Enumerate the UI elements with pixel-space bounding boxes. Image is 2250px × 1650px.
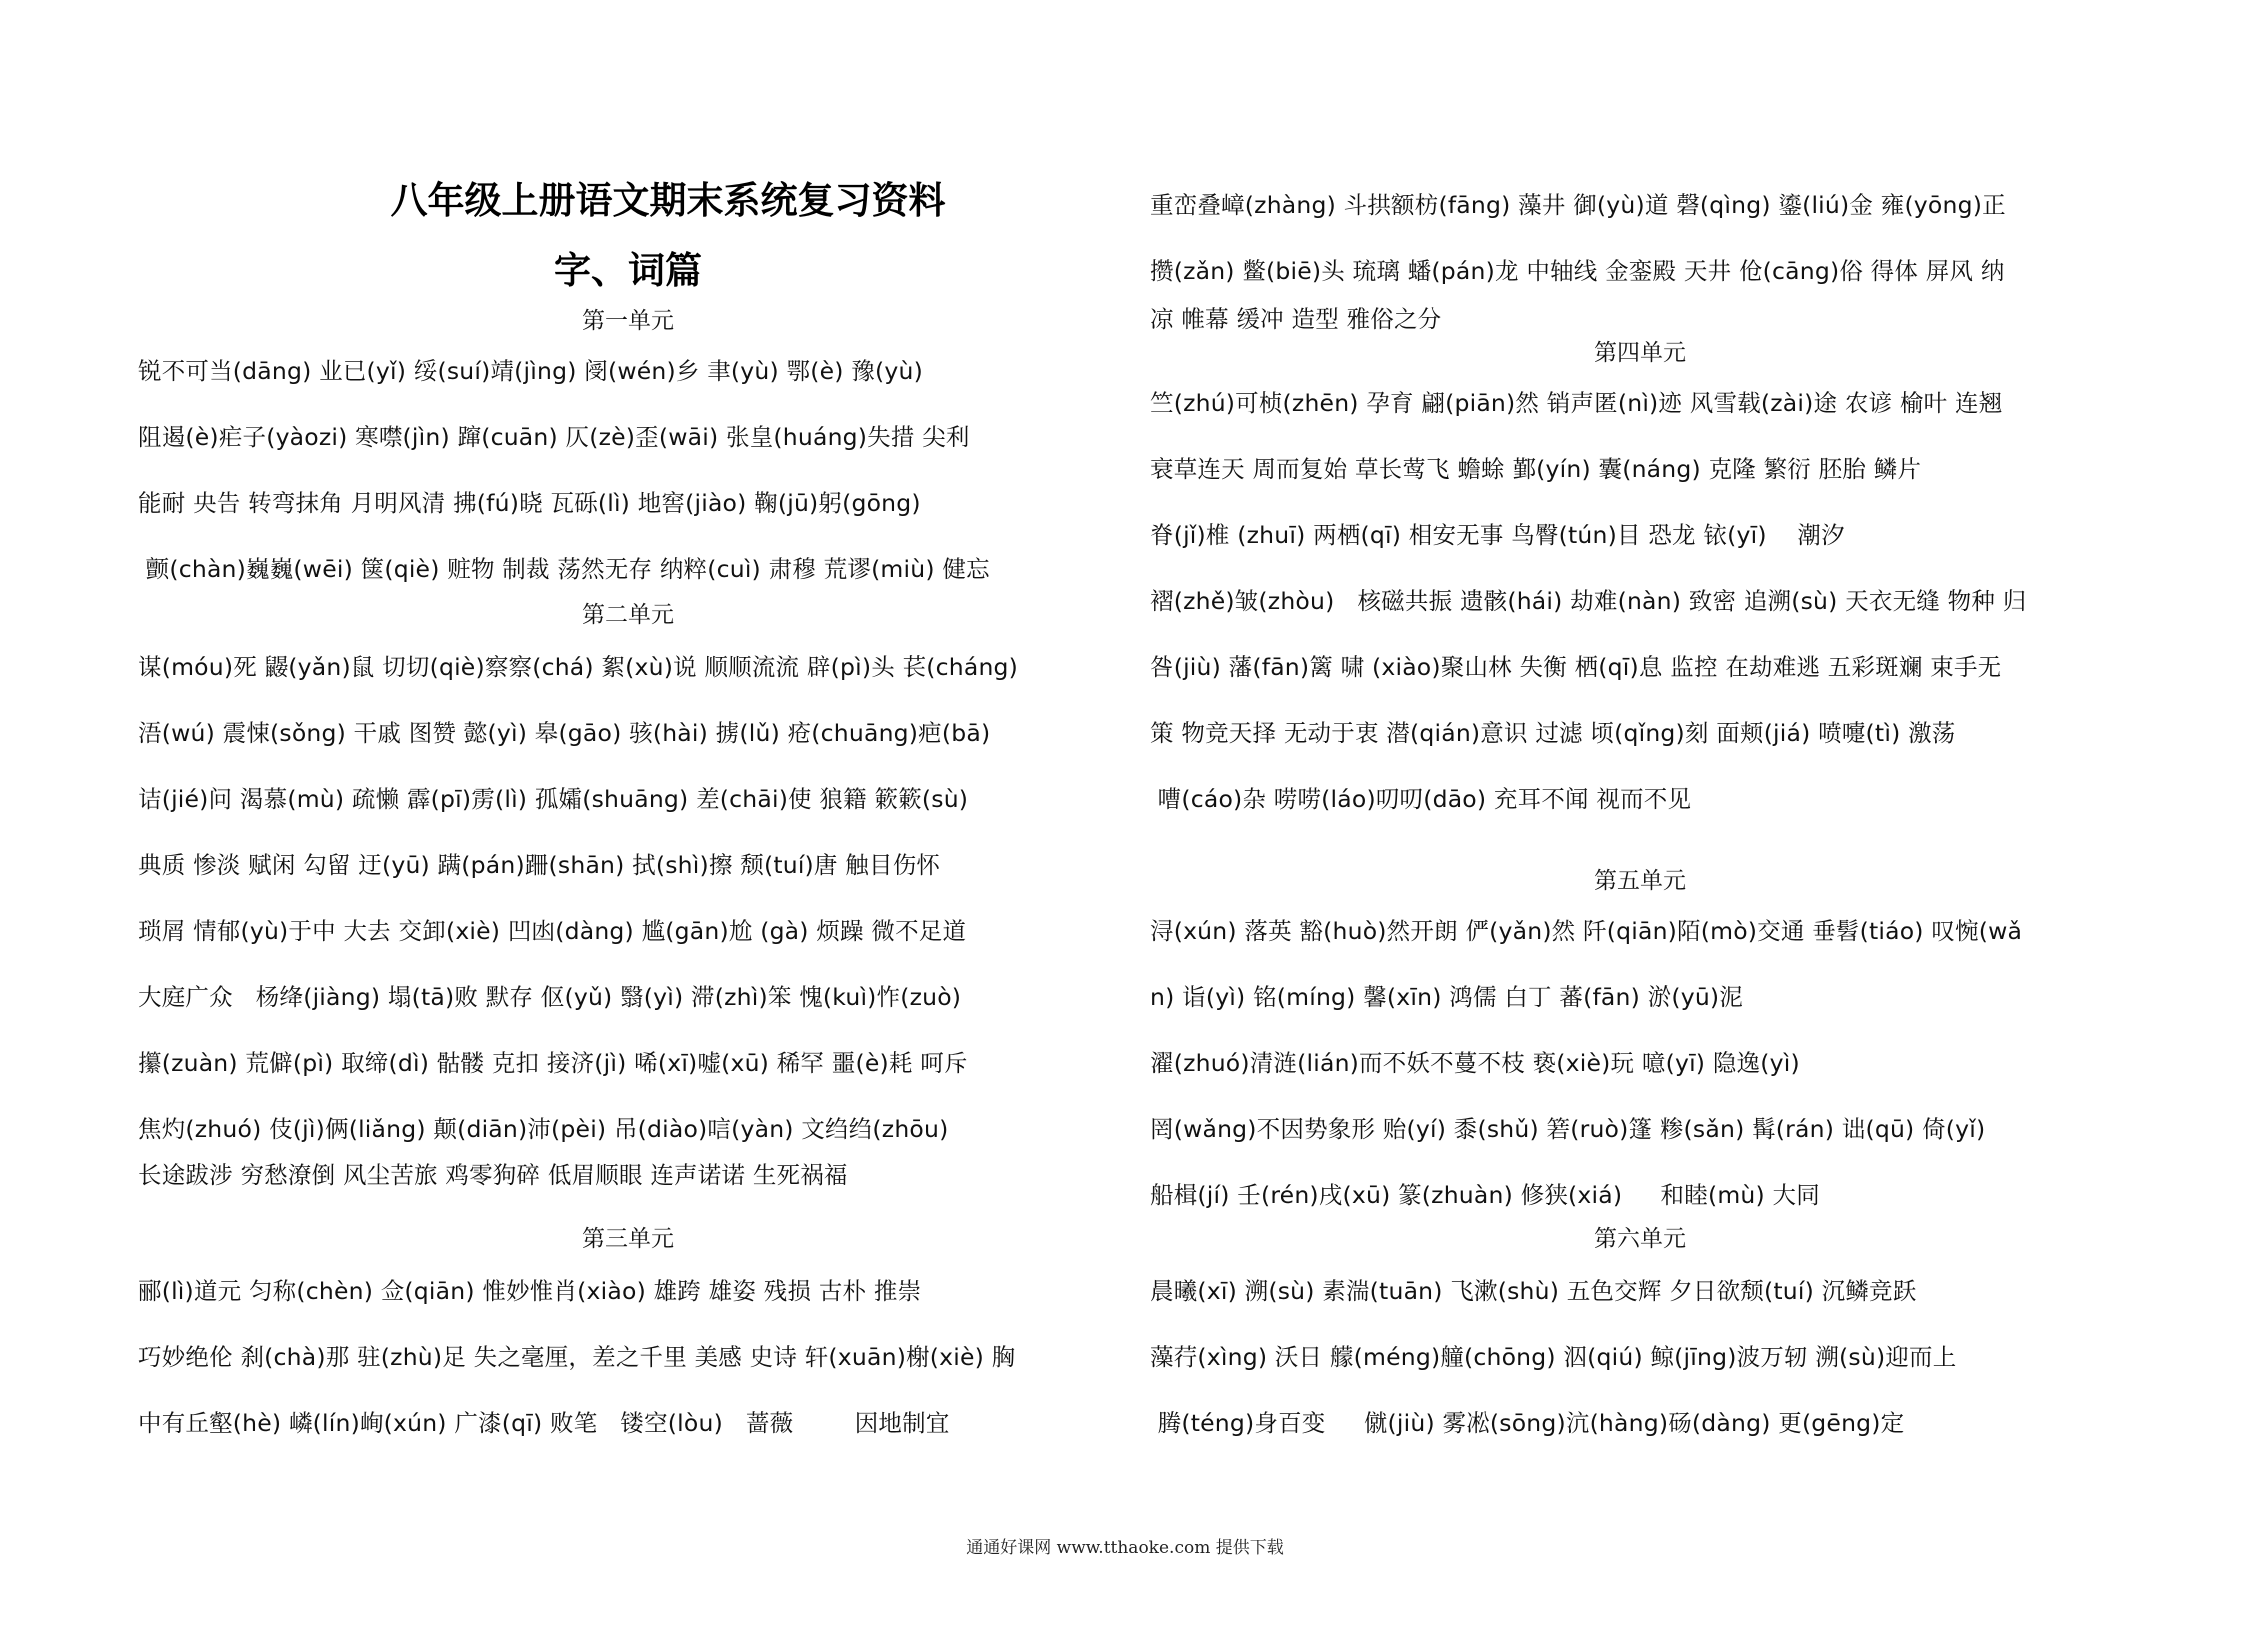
text-line: 攥(zuàn) 荒僻(pì) 取缔(dì) 骷髅 克扣 接济(jì) 唏(xī)嘘(xū) 稀罕 噩(è)耗 呵斥 bbox=[138, 1049, 968, 1077]
unit-heading-2: 第二单元 bbox=[582, 602, 674, 628]
unit-heading-5: 第五单元 bbox=[1594, 868, 1686, 894]
text-line: 阻遏(è)疟子(yàozi) 寒噤(jìn) 蹿(cuān) 仄(zè)歪(wāi) 张皇(huáng)失措 尖利 bbox=[138, 423, 970, 451]
text-line: 浯(wú) 震悚(sǒng) 干戚 图赞 懿(yì) 皋(gāo) 骇(hài) 掳(lǔ) 疮(chuāng)疤(bā) bbox=[138, 719, 991, 747]
text-line: 船楫(jí) 壬(rén)戌(xū) 篆(zhuàn) 修狭(xiá) 和睦(mù) 大同 bbox=[1150, 1181, 1820, 1209]
text-line: 锐不可当(dāng) 业已(yǐ) 绥(suí)靖(jìng) 阌(wén)乡 聿(yù) 鄂(è) 豫(yù) bbox=[138, 357, 923, 385]
text-line: 典质 惨淡 赋闲 勾留 迂(yū) 蹒(pán)跚(shān) 拭(shì)擦 颓(tuí)唐 触目伤怀 bbox=[138, 851, 941, 879]
text-line: 咎(jiù) 藩(fān)篱 啸 (xiào)聚山林 失衡 栖(qī)息 监控 在劫难逃 五彩斑斓 束手无 bbox=[1150, 653, 2002, 681]
text-line: 藻荇(xìng) 沃日 艨(méng)艟(chōng) 泅(qiú) 鲸(jīng)波万轫 溯(sù)迎而上 bbox=[1150, 1343, 1957, 1371]
text-line: 腾(téng)身百变 僦(jiù) 雾凇(sōng)沆(hàng)砀(dàng) 更(gēng)定 bbox=[1150, 1409, 1905, 1437]
text-line: 凉 帷幕 缓冲 造型 雅俗之分 bbox=[1150, 305, 1442, 333]
document-subtitle: 字、词篇 bbox=[554, 249, 702, 292]
unit-heading-6: 第六单元 bbox=[1594, 1226, 1686, 1252]
text-line: 浔(xún) 落英 豁(huò)然开朗 俨(yǎn)然 阡(qiān)陌(mò)交通 垂髫(tiáo) 叹惋(wǎ bbox=[1150, 917, 2023, 945]
text-line: 巧妙绝伦 刹(chà)那 驻(zhù)足 失之毫厘，差之千里 美感 史诗 轩(xuān)榭(xiè) 胸 bbox=[138, 1343, 1016, 1371]
text-line: 衰草连天 周而复始 草长莺飞 蟾蜍 鄞(yín) 囊(náng) 克隆 繁衍 胚胎 鳞片 bbox=[1150, 455, 1922, 483]
text-line: 长途跋涉 穷愁潦倒 风尘苦旅 鸡零狗碎 低眉顺眼 连声诺诺 生死祸福 bbox=[138, 1161, 848, 1189]
text-line: 能耐 央告 转弯抹角 月明风清 拂(fú)晓 瓦砾(lì) 地窖(jiào) 鞠(jū)躬(gōng) bbox=[138, 489, 921, 517]
text-line: 脊(jǐ)椎 (zhuī) 两栖(qī) 相安无事 鸟臀(tún)目 恐龙 铱(yī) 潮汐 bbox=[1150, 521, 1845, 549]
text-line: 策 物竞天择 无动于衷 潜(qián)意识 过滤 顷(qǐng)刻 面颊(jiá) 喷嚏(tì) 激荡 bbox=[1150, 719, 1956, 747]
text-line: 罔(wǎng)不因势象形 贻(yí) 黍(shǔ) 箬(ruò)篷 糁(sǎn) 髯(rán) 诎(qū) 倚(yǐ) bbox=[1150, 1115, 1986, 1143]
text-line: 褶(zhě)皱(zhòu) 核磁共振 遗骸(hái) 劫难(nàn) 致密 追溯(sù) 天衣无缝 物种 归 bbox=[1150, 587, 2027, 615]
footer-credit: 通通好课网 www.tthaoke.com 提供下载 bbox=[966, 1538, 1284, 1558]
text-line: 攒(zǎn) 鳖(biē)头 琉璃 蟠(pán)龙 中轴线 金銮殿 天井 伧(cāng)俗 得体 屏风 纳 bbox=[1150, 257, 2005, 285]
text-line: 颤(chàn)巍巍(wēi) 箧(qiè) 赃物 制裁 荡然无存 纳粹(cuì) 肃穆 荒谬(miù) 健忘 bbox=[138, 555, 990, 583]
text-line: 大庭广众 杨绛(jiàng) 塌(tā)败 默存 伛(yǔ) 翳(yì) 滞(zhì)笨 愧(kuì)怍(zuò) bbox=[138, 983, 962, 1011]
document-title: 八年级上册语文期末系统复习资料 bbox=[390, 179, 946, 222]
text-line: 谋(móu)死 鼹(yǎn)鼠 切切(qiè)察察(chá) 絮(xù)说 顺顺流流 辟(pì)头 苌(cháng) bbox=[138, 653, 1019, 681]
text-line: 晨曦(xī) 溯(sù) 素湍(tuān) 飞漱(shù) 五色交辉 夕日欲颓(tuí) 沉鳞竞跃 bbox=[1150, 1277, 1917, 1305]
text-line: n) 诣(yì) 铭(míng) 馨(xīn) 鸿儒 白丁 蕃(fān) 淤(yū)泥 bbox=[1150, 983, 1744, 1011]
text-line: 琐屑 情郁(yù)于中 大去 交卸(xiè) 凹凼(dàng) 尴(gān)尬 (gà) 烦躁 微不足道 bbox=[138, 917, 967, 945]
text-line: 焦灼(zhuó) 伎(jì)俩(liǎng) 颠(diān)沛(pèi) 吊(diào)唁(yàn) 文绉绉(zhōu) bbox=[138, 1115, 949, 1143]
text-line: 重峦叠嶂(zhàng) 斗拱额枋(fāng) 藻井 御(yù)道 磬(qìng) 鎏(liú)金 雍(yōng)正 bbox=[1150, 191, 2006, 219]
text-line: 诘(jié)问 渴慕(mù) 疏懒 霹(pī)雳(lì) 孤孀(shuāng) 差(chāi)使 狼籍 簌簌(sù) bbox=[138, 785, 969, 813]
text-line: 嘈(cáo)杂 唠唠(láo)叨叨(dāo) 充耳不闻 视而不见 bbox=[1150, 785, 1692, 813]
unit-heading-3: 第三单元 bbox=[582, 1226, 674, 1252]
unit-heading-1: 第一单元 bbox=[582, 308, 674, 334]
text-line: 竺(zhú)可桢(zhēn) 孕育 翩(piān)然 销声匿(nì)迹 风雪载(zài)途 农谚 榆叶 连翘 bbox=[1150, 389, 2003, 417]
text-line: 中有丘壑(hè) 嶙(lín)峋(xún) 广漆(qī) 败笔 镂空(lòu) 蔷薇 因地制宜 bbox=[138, 1409, 950, 1437]
text-line: 濯(zhuó)清涟(lián)而不妖不蔓不枝 亵(xiè)玩 噫(yī) 隐逸(yì) bbox=[1150, 1049, 1800, 1077]
unit-heading-4: 第四单元 bbox=[1594, 340, 1686, 366]
text-line: 郦(lì)道元 匀称(chèn) 佥(qiān) 惟妙惟肖(xiào) 雄跨 雄姿 残损 古朴 推崇 bbox=[138, 1277, 922, 1305]
